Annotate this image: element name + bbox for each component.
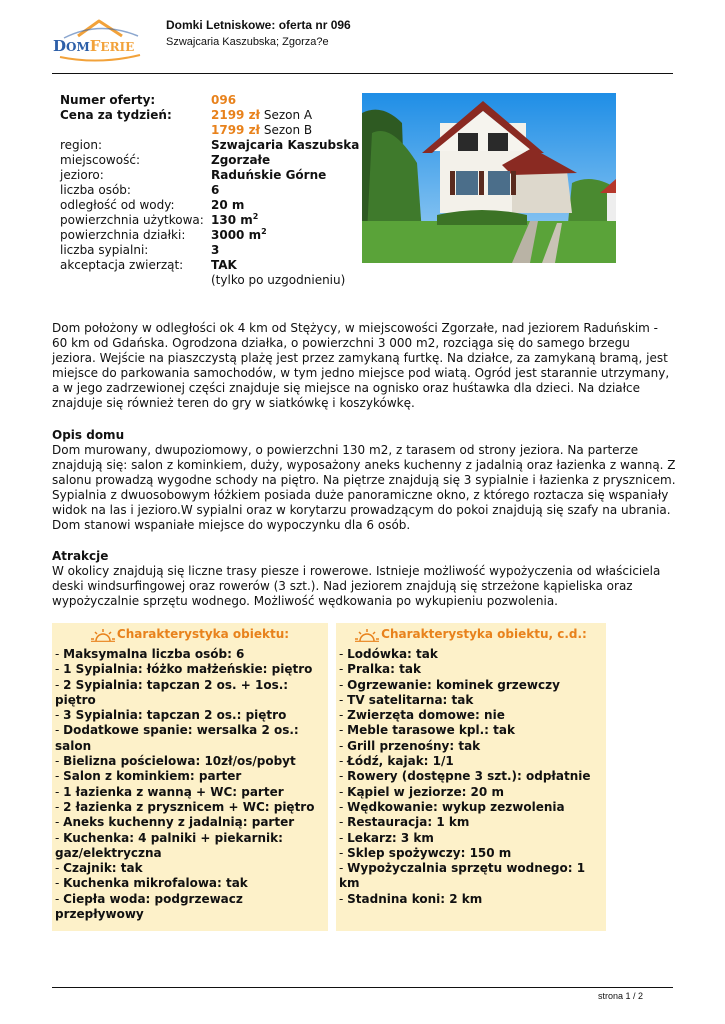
detail-value: 20 m xyxy=(211,198,245,212)
price-a: 2199 zł xyxy=(211,108,261,122)
list-item: - Wypożyczalnia sprzętu wodnego: 1 km xyxy=(339,861,586,891)
list-item: - Dodatkowe spanie: wersalka 2 os.: salon xyxy=(55,723,299,753)
list-item: - Kąpiel w jeziorze: 20 m xyxy=(339,784,504,799)
list-item: - Lekarz: 3 km xyxy=(339,830,434,845)
detail-value: TAK xyxy=(211,258,237,272)
offer-number-row xyxy=(60,93,359,108)
detail-pets xyxy=(60,258,359,273)
offer-number-label: Numer oferty: xyxy=(60,93,156,107)
list-item: - Bielizna pościelowa: 10zł/os/pobyt xyxy=(55,754,296,769)
price-row-a xyxy=(60,108,359,123)
list-item: - 1 Sypialnia: łóżko małżeńskie: piętro xyxy=(55,662,313,677)
domferie-logo xyxy=(52,16,147,66)
sun-icon xyxy=(91,628,115,642)
detail-label: jezioro: xyxy=(60,168,104,182)
price-row-b xyxy=(60,123,359,138)
list-item: - Zwierzęta domowe: nie xyxy=(339,708,505,723)
list-item: - Lodówka: tak xyxy=(339,647,438,661)
house-heading: Opis domu xyxy=(52,428,125,442)
features-box-right xyxy=(336,623,606,931)
list-item: - Salon z kominkiem: parter xyxy=(55,769,242,784)
list-item: - Stadnina koni: 2 km xyxy=(339,891,483,906)
list-item: - Łódź, kajak: 1/1 xyxy=(339,754,454,769)
sun-icon xyxy=(355,628,379,642)
detail-region xyxy=(60,138,359,153)
list-item: - Ciepła woda: podgrzewacz przepływowy xyxy=(55,891,243,922)
detail-persons xyxy=(60,183,359,198)
detail-pets-note-row xyxy=(60,273,359,288)
list-item: - 3 Sypialnia: tapczan 2 os.: piętro xyxy=(55,708,287,723)
detail-usable-area xyxy=(60,213,359,228)
detail-value: Szwajcaria Kaszubska xyxy=(211,138,360,152)
header-divider xyxy=(52,73,673,74)
detail-value: 130 $m^2$ xyxy=(211,212,259,227)
list-item: - Meble tarasowe kpl.: tak xyxy=(339,723,515,738)
list-item: - Maksymalna liczba osób: 6 xyxy=(55,647,245,661)
list-item: - 2 Sypialnia: tapczan 2 os. + 1os.: piętro xyxy=(55,677,289,707)
price-a-season: Sezon A xyxy=(263,108,313,122)
detail-value: 3000 $m^2$ xyxy=(211,227,267,242)
footer-divider xyxy=(52,987,673,988)
detail-label: odległość od wody: xyxy=(60,198,175,212)
detail-plot-area xyxy=(60,228,359,243)
offer-info xyxy=(60,93,359,288)
attractions-text: W okolicy znajdują się liczne trasy piesze i rowerowe. Istnieje możliwość wypożyczenia od właściciela deski windsurfingowej oraz rowerów (3 szt.). Nad jeziorem znajdują się strzeżone kąpieliska oraz wypożyczalnie sprzętu wodnego. Możliwość wędkowania po wykupieniu pozwolenia. xyxy=(52,564,661,608)
intro-paragraph: Dom położony w odległości ok 4 km od Stężycy, w miejscowości Zgorzałe, nad jeziorem Raduńskim - 60 km od Gdańska. Ogrodzona działka, o powierzchni 3 000 m2, rozciąga się do samego brzegu jeziora. Wejście na piaszczystą plażę jest przez zamykaną furtkę. Na działce, za zamykaną bramą, jest miejsce do parkowania samochodów, w tym jedno miejsce pod wiatą. Ogród jest starannie utrzymany, a w jego zadrzewionej części znajduje się miejsce na ognisko oraz huśtawka dla dzieci. Na działce znajduje się również teren do gry w siatkówkę i koszykówkę. xyxy=(52,321,670,410)
features-heading-right: Charakterystyka obiektu, c.d.: xyxy=(336,624,606,645)
detail-value: Zgorzałe xyxy=(211,153,271,167)
detail-water-distance xyxy=(60,198,359,213)
document-subtitle: Szwajcaria Kaszubska; Zgorza?e xyxy=(166,36,329,48)
page-number: strona 1 / 2 xyxy=(597,991,643,1001)
detail-label: akceptacja zwierząt: xyxy=(60,258,184,272)
detail-town xyxy=(60,153,359,168)
list-item: - Ogrzewanie: kominek grzewczy xyxy=(339,677,560,692)
features-box-left xyxy=(52,623,328,931)
detail-label: miejscowość: xyxy=(60,153,140,167)
list-item: - Aneks kuchenny z jadalnią: parter xyxy=(55,815,295,830)
features-list-left xyxy=(52,647,328,922)
offer-number: 096 xyxy=(211,93,237,107)
attractions-section xyxy=(52,549,676,609)
detail-label: liczba osób: xyxy=(60,183,131,197)
detail-label: region: xyxy=(60,138,102,152)
features-list-right xyxy=(336,647,606,907)
list-item: - 2 łazienka z prysznicem + WC: piętro xyxy=(55,799,315,814)
list-item: - Sklep spożywczy: 150 m xyxy=(339,845,512,860)
price-b: 1799 zł xyxy=(211,123,261,137)
price-label: Cena za tydzień: xyxy=(60,108,172,122)
list-item: - Wędkowanie: wykup zezwolenia xyxy=(339,799,565,814)
list-item: - Kuchenka: 4 palniki + piekarnik: gaz/elektryczna xyxy=(55,830,283,860)
pets-note: (tylko po uzgodnieniu) xyxy=(211,273,346,287)
document-title: Domki Letniskowe: oferta nr 096 xyxy=(166,18,351,32)
list-item: - Czajnik: tak xyxy=(55,861,143,876)
detail-label: liczba sypialni: xyxy=(60,243,149,257)
detail-value: 6 xyxy=(211,183,220,197)
list-item: - Restauracja: 1 km xyxy=(339,815,470,830)
detail-bedrooms xyxy=(60,243,359,258)
detail-label: powierzchnia działki: xyxy=(60,228,186,242)
list-item: - 1 łazienka z wanną + WC: parter xyxy=(55,784,284,799)
features-heading-left: Charakterystyka obiektu: xyxy=(52,624,328,645)
detail-value: 3 xyxy=(211,243,220,257)
house-text: Dom murowany, dwupoziomowy, o powierzchni 130 m2, z tarasem od strony jeziora. Na parterze znajdują się: salon z kominkiem, duży, wyposażony aneks kuchenny z jadalnią oraz łazienka z wanną. Z salonu prowadzą wygodne schody na piętro. Na piętrze znajdują się 3 sypialnie i łazienka z prysznicem. Sypialnia z dwuosobowym łóżkiem posiada duże panoramiczne okno, z którego roztacza się wspaniały widok na las i jezioro.W sypialni oraz w korytarzu prowadzącym do pokoi znajdują się szafy na ubrania. Dom stanowi wspaniałe miejsce do wypoczynku dla 6 osób. xyxy=(52,443,676,532)
attractions-heading: Atrakcje xyxy=(52,549,109,563)
house-section xyxy=(52,428,676,533)
svg-text:DOMFERIE: DOMFERIE xyxy=(53,37,135,55)
detail-lake xyxy=(60,168,359,183)
list-item: - Pralka: tak xyxy=(339,662,421,677)
list-item: - Kuchenka mikrofalowa: tak xyxy=(55,876,248,891)
detail-value: Raduńskie Górne xyxy=(211,168,327,182)
detail-label: powierzchnia użytkowa: xyxy=(60,213,204,227)
list-item: - TV satelitarna: tak xyxy=(339,692,474,707)
list-item: - Rowery (dostępne 3 szt.): odpłatnie xyxy=(339,769,591,784)
house-photo xyxy=(362,93,616,263)
list-item: - Grill przenośny: tak xyxy=(339,738,481,753)
price-b-season: Sezon B xyxy=(263,123,313,137)
